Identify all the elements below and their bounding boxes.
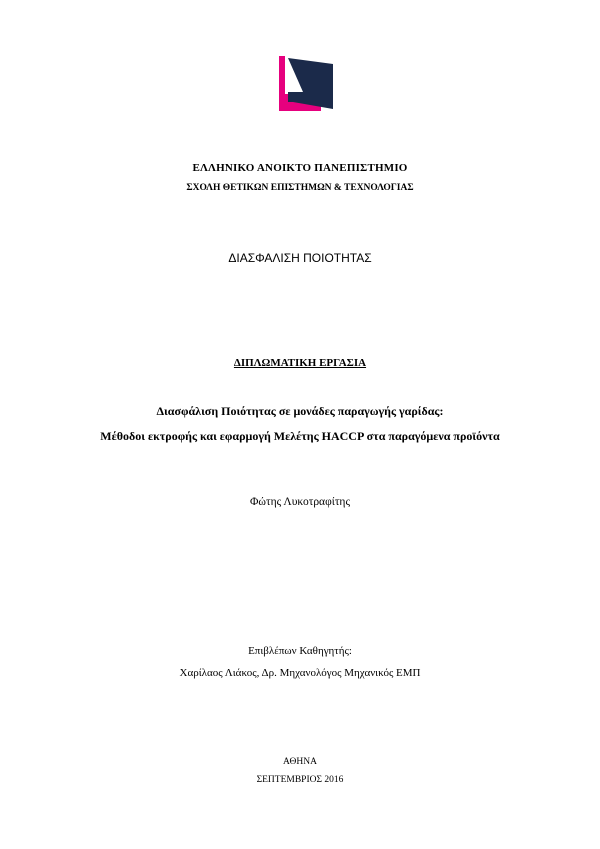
- thesis-title-line-2: Μέθοδοι εκτροφής και εφαρμογή Μελέτης HACCP στα παραγόμενα προϊόντα: [100, 429, 500, 443]
- university-logo-icon: [279, 56, 333, 111]
- school-name: ΣΧΟΛΗ ΘΕΤΙΚΩΝ ΕΠΙΣΤΗΜΩΝ & ΤΕΧΝΟΛΟΓΙΑΣ: [186, 183, 414, 193]
- supervisor-name: Χαρίλαος Λιάκος, Δρ. Μηχανολόγος Μηχανικός ΕΜΠ: [179, 667, 421, 679]
- city: ΑΘΗΝΑ: [283, 757, 317, 767]
- supervisor-label: Επιβλέπων Καθηγητής:: [248, 645, 352, 657]
- thesis-type-heading: ΔΙΠΛΩΜΑΤΙΚΗ ΕΡΓΑΣΙΑ: [233, 357, 367, 369]
- university-name: ΕΛΛΗΝΙΚΟ ΑΝΟΙΚΤΟ ΠΑΝΕΠΙΣΤΗΜΙΟ: [192, 162, 408, 174]
- author-name: Φώτης Λυκοτραφίτης: [249, 496, 351, 508]
- thesis-title-line-1: Διασφάλιση Ποιότητας σε μονάδες παραγωγής γαρίδας:: [156, 404, 444, 418]
- program-subject: ΔΙΑΣΦΑΛΙΣΗ ΠΟΙΟΤΗΤΑΣ: [228, 251, 372, 265]
- submission-date: ΣΕΠΤΕΜΒΡΙΟΣ 2016: [256, 775, 344, 785]
